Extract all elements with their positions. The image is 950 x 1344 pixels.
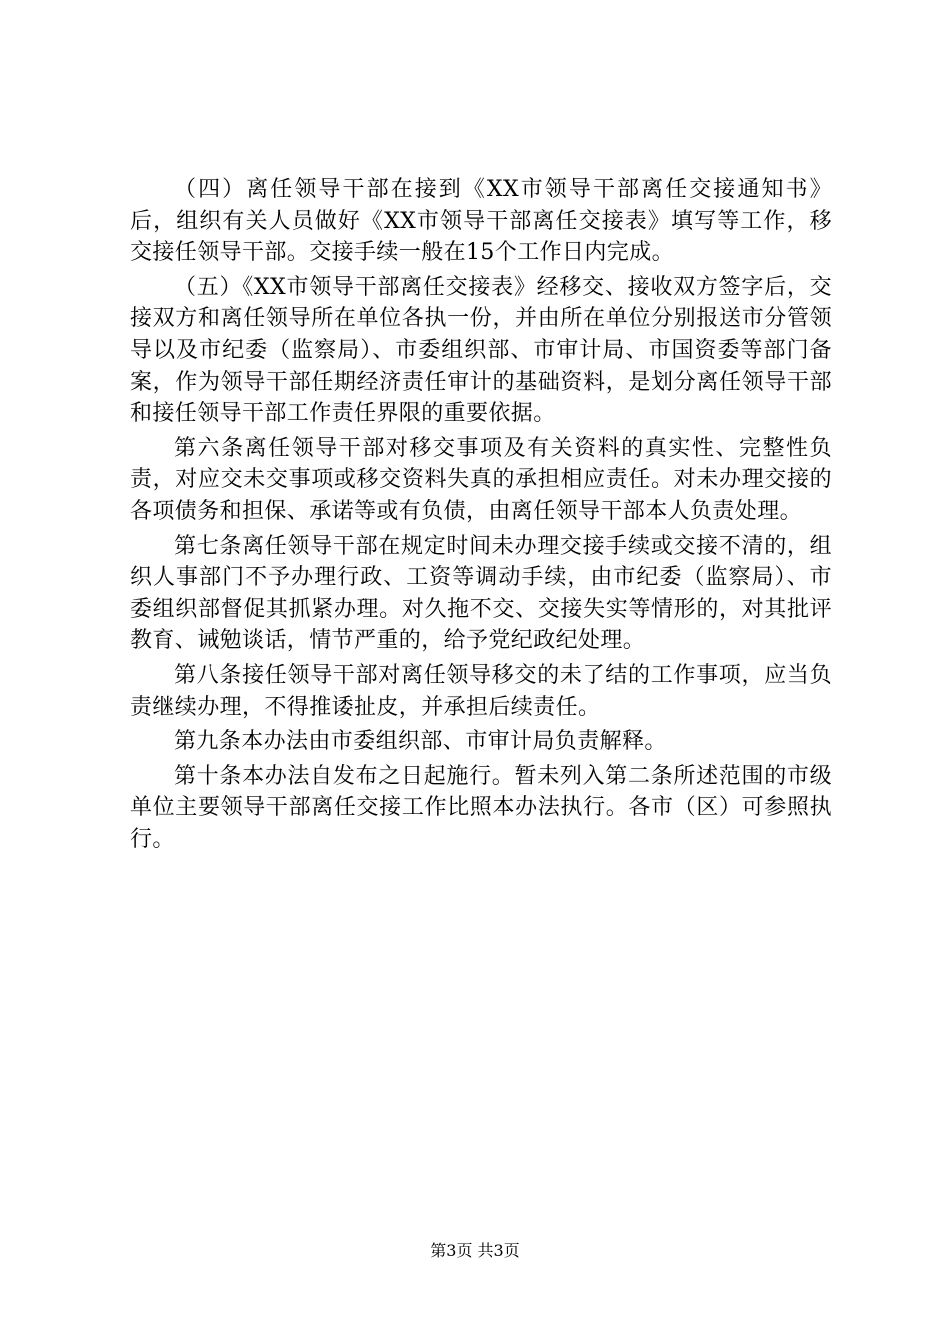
paragraph-item-4: （四）离任领导干部在接到《XX市领导干部离任交接通知书》后，组织有关人员做好《XX市领导干部离任交接表》填写等工作，移交接任领导干部。交接手续一般在15个工作日内完成。 <box>130 177 832 266</box>
document-body <box>130 174 832 855</box>
paragraph-item-5: （五）《XX市领导干部离任交接表》经移交、接收双方签字后，交接双方和离任领导所在单位各执一份，并由所在单位分别报送市分管领导以及市纪委（监察局）、市委组织部、市审计局、市国资委等部门备案，作为领导干部任期经济责任审计的基础资料，是划分离任领导干部和接任领导干部工作责任界限的重要依据。 <box>130 274 832 427</box>
page-number-indicator: 第3页 共3页 <box>430 1241 520 1260</box>
article-8-paragraph: 第八条接任领导干部对离任领导移交的未了结的工作事项，应当负责继续办理，不得推诿扯皮，并承担后续责任。 <box>130 662 832 720</box>
article-9-paragraph: 第九条本办法由市委组织部、市审计局负责解释。 <box>174 729 667 755</box>
article-10-paragraph: 第十条本办法自发布之日起施行。暂未列入第二条所述范围的市级单位主要领导干部离任交接工作比照本办法执行。各市（区）可参照执行。 <box>130 763 832 852</box>
page-footer <box>0 1241 950 1261</box>
article-6-paragraph: 第六条离任领导干部对移交事项及有关资料的真实性、完整性负责，对应交未交事项或移交资料失真的承担相应责任。对未办理交接的各项债务和担保、承诺等或有负债，由离任领导干部本人负责处理。 <box>130 435 832 524</box>
article-7-paragraph: 第七条离任领导干部在规定时间未办理交接手续或交接不清的，组织人事部门不予办理行政、工资等调动手续，由市纪委（监察局）、市委组织部督促其抓紧办理。对久拖不交、交接失实等情形的，对其批评教育、诫勉谈话，情节严重的，给予党纪政纪处理。 <box>130 533 832 654</box>
